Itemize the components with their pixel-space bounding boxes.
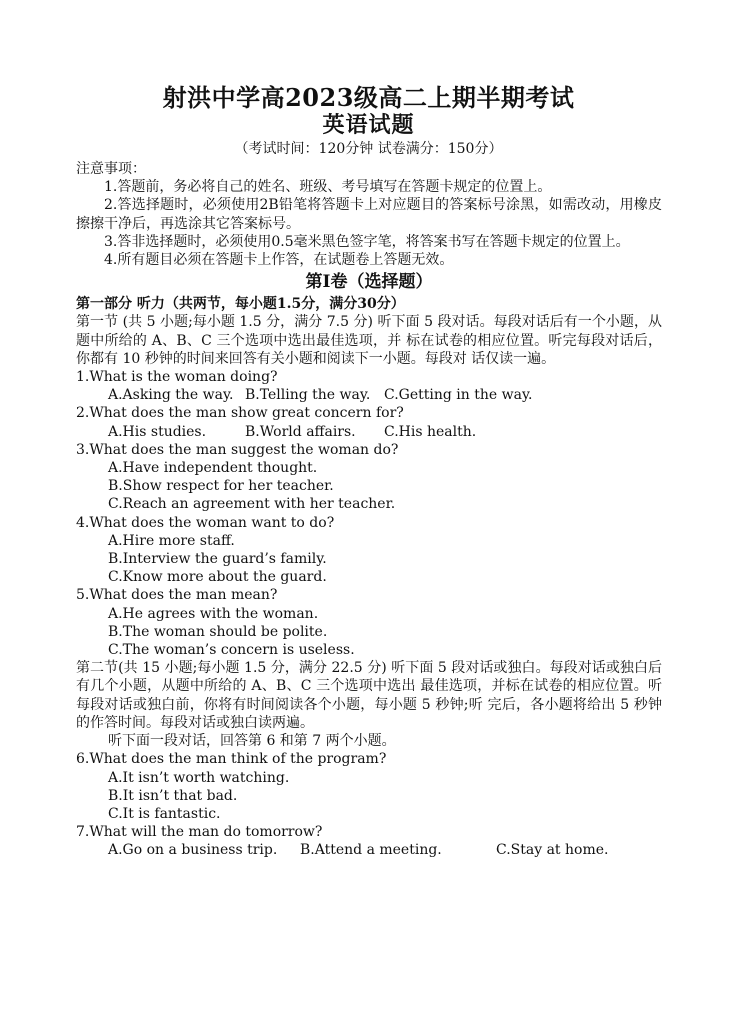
exam-info: （考试时间：120分钟 试卷满分：150分） (234, 141, 503, 157)
option-a: A.Go on a business trip. (108, 842, 278, 859)
volume-title: 第I卷（选择题） (305, 272, 433, 293)
option-b: B.Interview the guard’s family. (108, 551, 327, 568)
question-options (76, 423, 662, 441)
question-stem: 3.What does the man suggest the woman do? (76, 441, 399, 458)
question-options (76, 386, 662, 404)
option-a: A.Asking the way. (108, 387, 234, 404)
question-stem: 2.What does the man show great concern for? (76, 405, 404, 422)
option-c: C.It is fantastic. (108, 805, 221, 822)
dialogue-instruction: 听下面一段对话，回答第 6 和第 7 两个小题。 (108, 733, 396, 750)
note-item: 3.答非选择题时，必须使用0.5毫米黑色签字笔，将答案书写在答题卡规定的位置上。 (104, 233, 630, 250)
question-stem: 4.What does the woman want to do? (76, 514, 335, 531)
option-b: B.World affairs. (245, 423, 356, 440)
section2-instructions: 第二节(共 15 小题;每小题 1.5 分，满分 22.5 分) 听下面 5 段对话或独白。每段对话或独白后有几个小题，从题中所给的 A、B、C 三个选项中选出 最佳选项，并标在试卷的相应位置。听每段对话或独白前，你将有时间阅读各个小题，每小题 5 秒钟;听 完后，各小题将给出 5 秒钟的作答时间。每段对话或独白读两遍。 (76, 660, 662, 731)
option-a: A.His studies. (108, 423, 207, 440)
option-b: B.Telling the way. (245, 387, 371, 404)
option-b: B.It isn’t that bad. (108, 787, 238, 804)
note-item: 2.答选择题时，必须使用2B铅笔将答题卡上对应题目的答案标号涂黑，如需改动，用橡皮擦擦干净后，再选涂其它答案标号。 (76, 197, 662, 232)
option-a: A.He agrees with the woman. (108, 605, 319, 622)
option-a: A.Hire more staff. (108, 532, 235, 549)
option-b: B.Show respect for her teacher. (108, 478, 334, 495)
notes-heading: 注意事项： (76, 161, 146, 177)
question-stem: 7.What will the man do tomorrow? (76, 824, 323, 841)
option-c: C.Stay at home. (496, 842, 609, 859)
exam-title: 射洪中学高2023级高二上期半期考试 (162, 83, 575, 112)
exam-body (76, 160, 662, 860)
question-stem: 5.What does the man mean? (76, 587, 278, 604)
option-c: C.His health. (384, 423, 477, 440)
subject-title: 英语试题 (322, 112, 415, 138)
question-options (76, 841, 662, 859)
option-c: C.Reach an agreement with her teacher. (108, 496, 396, 513)
part1-heading: 第一部分 听力（共两节，每小题1.5分，满分30分） (76, 296, 405, 313)
option-a: A.Have independent thought. (108, 460, 318, 477)
section1-instructions: 第一节 (共 5 小题;每小题 1.5 分，满分 7.5 分) 听下面 5 段对话。每段对话后有一个小题，从题中所给的 A、B、C 三个选项中选出最佳选项，并 标在试卷的相应位置。听完每段对话后，你都有 10 秒钟的时间来回答有关小题和阅读下一小题。每段对 话仅读一遍。 (76, 314, 662, 367)
option-c: C.Know more about the guard. (108, 569, 327, 586)
option-b: B.The woman should be polite. (108, 623, 328, 640)
option-c: C.The woman’s concern is useless. (108, 642, 355, 659)
question-stem: 1.What is the woman doing? (76, 369, 278, 386)
option-b: B.Attend a meeting. (300, 842, 442, 859)
question-stem: 6.What does the man think of the program? (76, 751, 387, 768)
option-a: A.It isn’t worth watching. (108, 769, 290, 786)
note-item: 4.所有题目必须在答题卡上作答，在试题卷上答题无效。 (104, 252, 454, 269)
option-c: C.Getting in the way. (384, 387, 533, 404)
note-item: 1.答题前，务必将自己的姓名、班级、考号填写在答题卡规定的位置上。 (104, 179, 552, 196)
